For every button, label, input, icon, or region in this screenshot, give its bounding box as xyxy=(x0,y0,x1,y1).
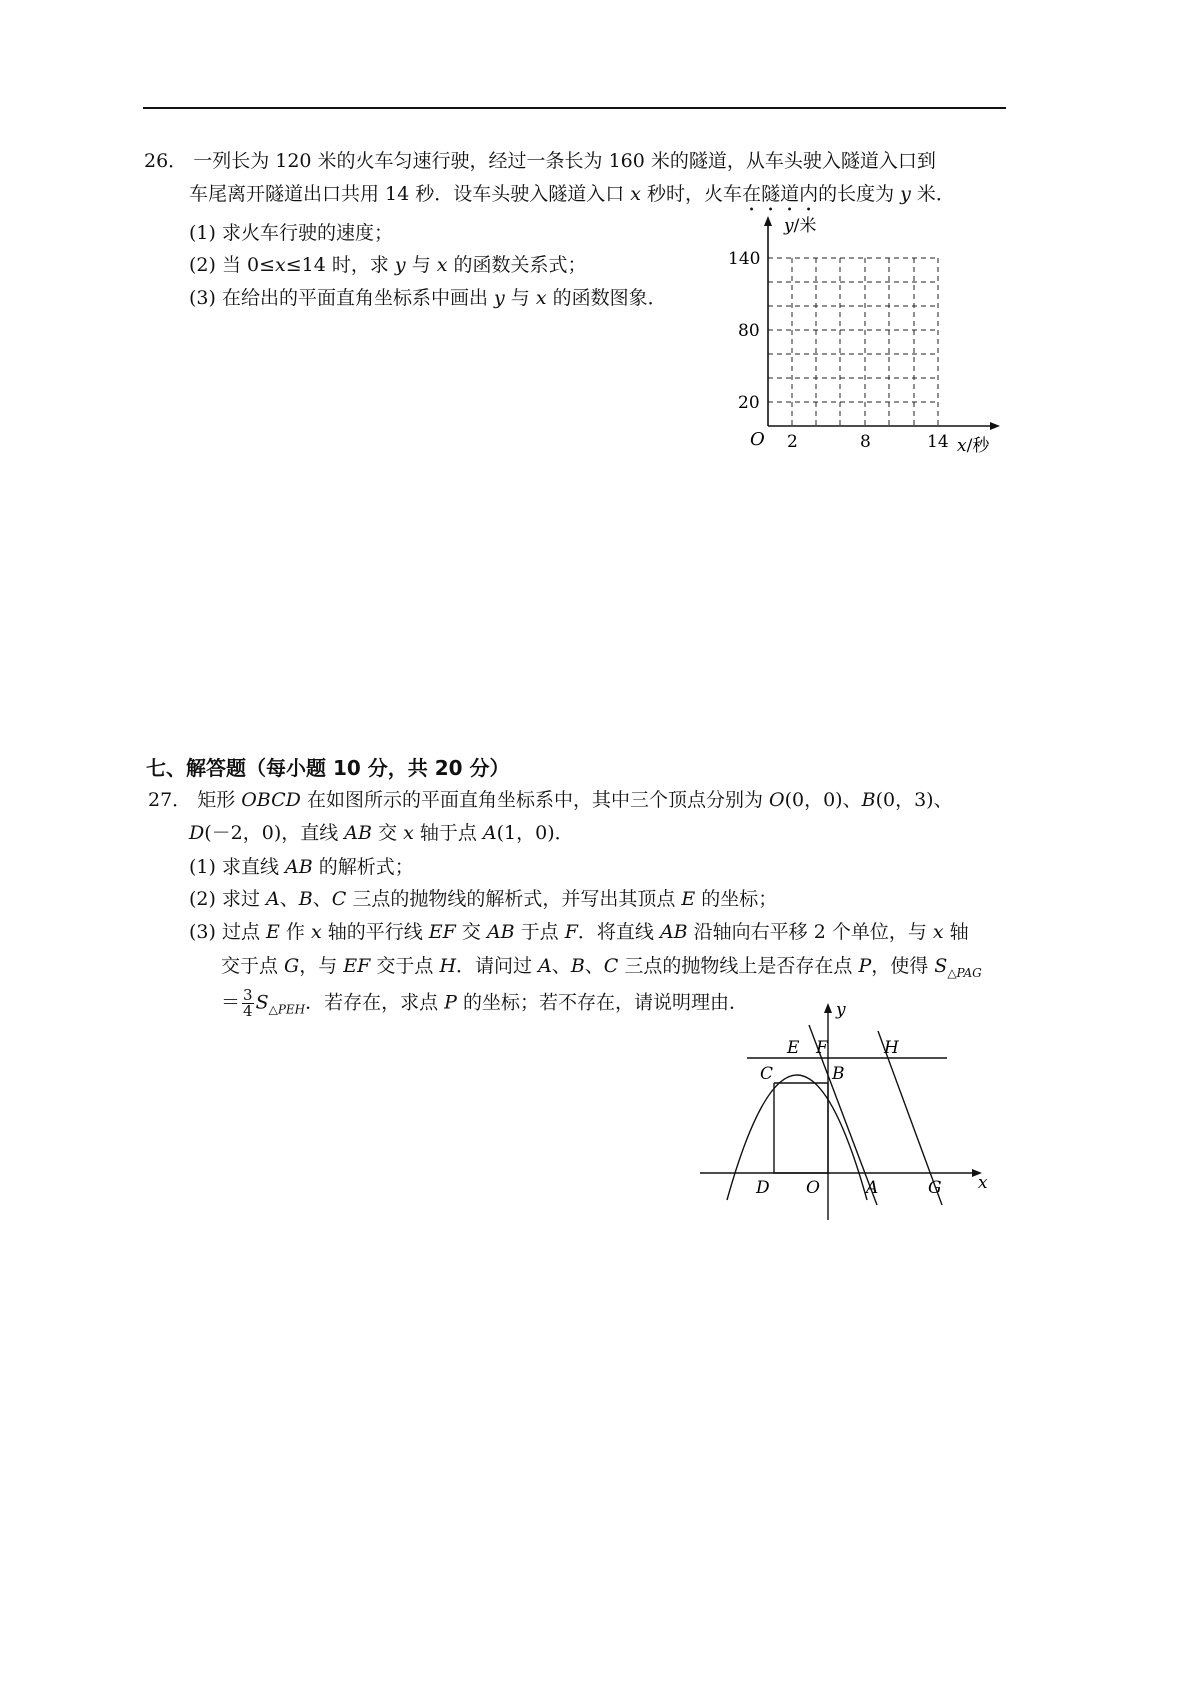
q26-part-3 xyxy=(189,284,667,312)
var-y: y xyxy=(494,287,505,309)
var-ab: AB xyxy=(285,856,313,878)
q27-p1-b: 的解析式； xyxy=(312,856,414,878)
q27-part-3-line-1 xyxy=(189,918,969,946)
equals-sign: ＝ xyxy=(221,991,241,1014)
var-c: C xyxy=(603,955,619,977)
emphasized-text: 在隧道内 xyxy=(742,183,819,205)
q27-figure xyxy=(690,995,1010,1225)
var-x: x xyxy=(436,254,448,276)
point-o-label: O xyxy=(806,1178,820,1198)
q26-p3-a: (3) 在给出的平面直角坐标系中画出 xyxy=(189,287,494,309)
point-h-label: H xyxy=(884,1038,899,1058)
var-h: H xyxy=(439,955,457,977)
q27-p2-b: 三点的抛物线的解析式，并写出其顶点 xyxy=(346,888,682,910)
var-e: E xyxy=(266,921,280,943)
var-d: D xyxy=(189,822,205,844)
var-y: y xyxy=(394,254,406,276)
var-o: O xyxy=(769,789,785,811)
var-ef: EF xyxy=(428,921,456,943)
q27-line-2 xyxy=(189,819,574,847)
var-x: x xyxy=(275,254,286,276)
subscript-peh: △PEH xyxy=(268,1002,306,1017)
q27-number: 27． xyxy=(148,789,192,811)
q27-part-1 xyxy=(189,853,414,881)
origin-label: O xyxy=(750,429,765,450)
q26-line-1 xyxy=(144,147,936,175)
q27-l2-e: (1，0)． xyxy=(496,822,574,844)
q26-coordinate-grid xyxy=(720,210,1010,460)
q27-p3-h: 轴 xyxy=(943,921,969,943)
point-c-label: C xyxy=(760,1064,774,1084)
q27-p3-a: (3) 过点 xyxy=(189,921,266,943)
top-rule xyxy=(143,107,1006,109)
x-axis-label: x/秒 xyxy=(957,436,990,456)
separator: 、 xyxy=(312,888,332,910)
y-tick-label: 140 xyxy=(728,249,761,269)
x-tick-label: 8 xyxy=(860,432,871,452)
var-p: P xyxy=(858,955,872,977)
q26-p3-c: 的函数图象． xyxy=(546,287,667,309)
q27-line-1 xyxy=(148,786,953,814)
q27-p3-e: 于点 xyxy=(514,921,565,943)
y-axis-arrow-icon xyxy=(764,216,772,226)
point-e-label: E xyxy=(787,1038,800,1058)
q27-p3l2-f: ，使得 xyxy=(871,955,935,977)
var-b: B xyxy=(570,955,585,977)
var-s: S xyxy=(255,991,269,1014)
q27-p3l3-b: 的坐标；若不存在，请说明理由． xyxy=(456,991,749,1014)
y-tick-label: 80 xyxy=(738,321,760,341)
var-e: E xyxy=(681,888,696,910)
q27-l1-c: (0，0)、 xyxy=(784,789,862,811)
separator: 、 xyxy=(584,955,604,977)
var-ab: AB xyxy=(344,822,372,844)
q27-l2-b: 交 xyxy=(371,822,404,844)
var-a: A xyxy=(482,822,497,844)
var-a: A xyxy=(266,888,280,910)
point-b-label: B xyxy=(832,1064,845,1084)
q27-part-3-line-2 xyxy=(221,952,982,987)
q26-line2-a: 车尾离开隧道出口共用 14 秒．设车头驶入隧道入口 xyxy=(189,183,631,205)
q27-l1-b: 在如图所示的平面直角坐标系中，其中三个顶点分别为 xyxy=(300,789,769,811)
var-obcd: OBCD xyxy=(241,789,301,811)
q26-part-1 xyxy=(189,219,393,247)
q27-l1-a: 矩形 xyxy=(197,789,242,811)
var-ef: EF xyxy=(343,955,371,977)
var-y: y xyxy=(900,183,911,205)
q27-p1-a: (1) 求直线 xyxy=(189,856,285,878)
q26-text-1: 一列长为 120 米的火车匀速行驶，经过一条长为 160 米的隧道，从车头驶入隧道入口到 xyxy=(193,150,936,172)
var-b: B xyxy=(298,888,313,910)
q27-l2-c: 轴于点 xyxy=(413,822,483,844)
var-g: G xyxy=(284,955,300,977)
x-axis-label: x xyxy=(978,1173,988,1193)
q27-p3l2-c: 交于点 xyxy=(370,955,440,977)
var-p: P xyxy=(444,991,457,1014)
section-title: 七、解答题（每小题 10 分，共 20 分） xyxy=(146,756,510,780)
q26-p2-c: 与 xyxy=(405,254,437,276)
var-ab: AB xyxy=(659,921,688,943)
var-f: F xyxy=(564,921,578,943)
separator: 、 xyxy=(551,955,571,977)
q27-p2-c: 的坐标； xyxy=(695,888,778,910)
q27-p3l3-a: ．若存在，求点 xyxy=(305,991,445,1014)
q27-l1-d: (0，3)、 xyxy=(875,789,953,811)
q27-p3-b: 作 xyxy=(279,921,311,943)
q27-p3-g: 沿轴向右平移 2 个单位，与 xyxy=(687,921,933,943)
var-b: B xyxy=(861,789,876,811)
var-c: C xyxy=(331,888,347,910)
q27-p3l2-b: ，与 xyxy=(299,955,344,977)
q26-line2-b: 秒时，火车 xyxy=(641,183,743,205)
q27-part-3-line-3 xyxy=(221,988,748,1023)
var-s: S xyxy=(934,955,948,977)
separator: 、 xyxy=(279,888,299,910)
q26-part-1-text: (1) 求火车行驶的速度； xyxy=(189,222,393,244)
q27-p3-d: 交 xyxy=(455,921,487,943)
var-x: x xyxy=(535,287,547,309)
q27-p3-f: ．将直线 xyxy=(577,921,660,943)
y-axis-label: y xyxy=(836,1000,846,1020)
point-d-label: D xyxy=(756,1178,770,1198)
parabola xyxy=(727,1075,867,1200)
fraction-denominator: 4 xyxy=(243,1002,253,1020)
q26-line2-d: 米． xyxy=(910,183,955,205)
point-g-label: G xyxy=(928,1178,942,1198)
x-tick-label: 2 xyxy=(787,432,798,452)
var-x: x xyxy=(403,822,414,844)
q26-line2-c: 的长度为 xyxy=(818,183,901,205)
q26-number: 26． xyxy=(144,150,188,172)
fraction-numerator: 3 xyxy=(243,986,253,1004)
q27-l2-a: (－2，0)，直线 xyxy=(204,822,345,844)
var-a: A xyxy=(538,955,552,977)
var-x: x xyxy=(630,183,642,205)
q27-part-2 xyxy=(189,885,777,913)
y-tick-label: 20 xyxy=(738,393,760,413)
q26-p3-b: 与 xyxy=(504,287,536,309)
y-axis-arrow-icon xyxy=(824,1003,832,1013)
q26-p2-a: (2) 当 0≤ xyxy=(189,254,276,276)
fraction-three-quarters xyxy=(242,988,254,1019)
q27-p3l2-a: 交于点 xyxy=(221,955,285,977)
var-x: x xyxy=(310,921,322,943)
x-tick-label: 14 xyxy=(927,432,949,452)
var-ab: AB xyxy=(486,921,515,943)
subscript-pag: △PAG xyxy=(947,965,982,980)
point-a-label: A xyxy=(866,1178,879,1198)
q27-p3l2-e: 三点的抛物线上是否存在点 xyxy=(618,955,859,977)
q26-part-2 xyxy=(189,251,587,279)
q27-p2-a: (2) 求过 xyxy=(189,888,266,910)
x-axis-arrow-icon xyxy=(990,422,1000,430)
q27-p3l2-d: ．请问过 xyxy=(456,955,539,977)
q26-p2-d: 的函数关系式； xyxy=(447,254,587,276)
dashed-grid xyxy=(768,258,938,426)
y-axis-label: y/米 xyxy=(784,216,817,236)
q27-p3-c: 轴的平行线 xyxy=(321,921,429,943)
q26-p2-b: ≤14 时，求 xyxy=(285,254,395,276)
rectangle-obcd xyxy=(774,1083,828,1173)
var-x: x xyxy=(932,921,944,943)
point-f-label: F xyxy=(816,1038,828,1058)
